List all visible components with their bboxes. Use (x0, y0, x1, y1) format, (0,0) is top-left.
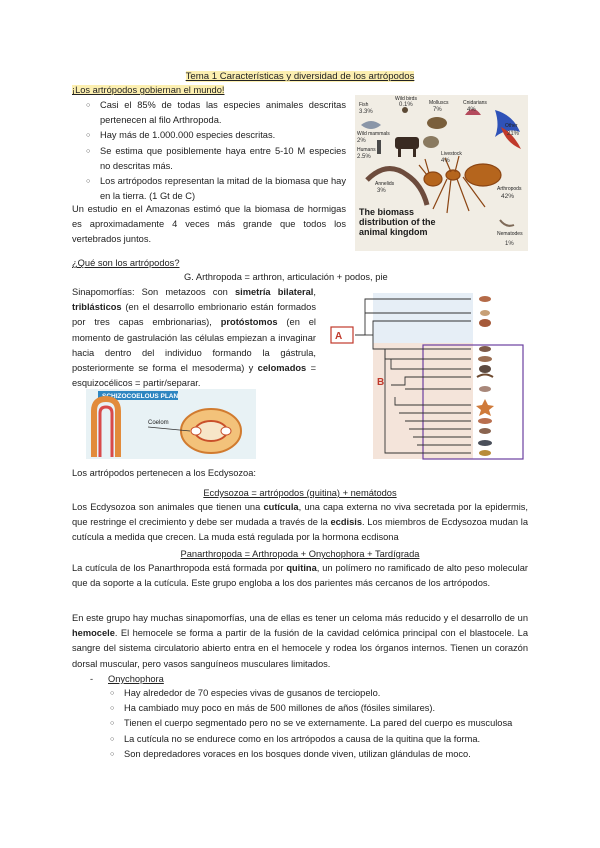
coelom-label: Coelom (148, 420, 169, 426)
label-molluscs: Molluscs (429, 100, 449, 106)
amazon-paragraph: Un estudio en el Amazonas estimó que la biomasa de hormigas es aproximadamente 4 veces más grande que todos los vertebrados juntos. (72, 204, 346, 245)
onychophora-dash: - (90, 674, 94, 684)
human-icon (377, 140, 381, 154)
label-fish: Fish (359, 102, 369, 108)
clade-a-label: A (335, 331, 343, 342)
label-nematodes: Nematodes (497, 231, 523, 237)
clade-b-label: B (377, 377, 385, 388)
section-heading-gobiernan: ¡Los artrópodos gobiernan el mundo! (72, 85, 225, 95)
etymology: G. Arthropoda = arthron, articulación + podos, pie (184, 272, 388, 282)
value-humans: 2.5% (357, 154, 371, 160)
label-humans: Humans (357, 147, 376, 153)
livestock-icon (395, 137, 419, 149)
value-wild-mammals: 2% (357, 138, 366, 144)
value-nematodes: 1% (505, 241, 514, 247)
biomass-illustration (355, 95, 528, 251)
mollusc-icon (427, 117, 447, 129)
list-item: ○ Los artrópodos representan la mitad de la biomasa que hay en la tierra. (1 Gt de C) (86, 174, 346, 204)
list-item: ○ La cutícula no se endurece como en los artrópodos a causa de la quitina que la forma. (110, 732, 528, 747)
figure-caption-line: animal kingdom (359, 227, 428, 237)
biomass-figure (355, 95, 528, 251)
label-cnidarians: Cnidarians (463, 100, 487, 106)
panarthropoda-heading: Panarthropoda = Arthropoda + Onychophora + Tardígrada (180, 549, 420, 559)
label-arthropods: Arthropods (497, 186, 522, 192)
list-item: ○ Se estima que posiblemente haya entre 5-10 M especies no descritas más. (86, 144, 346, 174)
ecdysozoa-intro: Los artrópodos pertenecen a los Ecdysozoa: (72, 468, 256, 478)
section1-bullets (86, 98, 346, 204)
schizocoelous-diagram (86, 389, 256, 459)
value-birds: 0.1% (399, 102, 413, 108)
page-title: Tema 1 Características y diversidad de los artrópodos (185, 71, 415, 82)
value-fish: 3.3% (359, 109, 373, 115)
label-livestock: Livestock (441, 151, 462, 157)
hemocele-paragraph: En este grupo hay muchas sinapomorfías, una de ellas es tener un celoma más reducido y el desarrollo de un hemocele. El hemocele se forma a partir de la fusión de la cavidad celómica principal con el blastocele. La sangre del sistema circulatorio abierto entra en el hemocele y rodea los órganos internos. Tienen un corazón dorsal muscular, pero vasos sanguíneos musculares limitados. (72, 613, 528, 669)
label-annelids: Annelids (375, 181, 395, 187)
label-wild-mammals: Wild mammals (357, 131, 390, 137)
list-item: ○ Tienen el cuerpo segmentado pero no se ve externamente. La pared del cuerpo es musculosa (110, 716, 528, 731)
value-annelids: 3% (377, 188, 386, 194)
figure-caption-line: distribution of the (359, 217, 436, 227)
list-item: ○ Ha cambiado muy poco en más de 500 millones de años (fósiles similares). (110, 701, 528, 716)
label-other: Other (505, 123, 518, 129)
list-item: ○ Son depredadores voraces en los bosques donde viven, utilizan glándulas de moco. (110, 747, 528, 762)
onychophora-bullets (110, 686, 528, 762)
list-item: ○ Hay alrededor de 70 especies vivas de gusanos de terciopelo. (110, 686, 528, 701)
label-birds: Wild birds (395, 96, 417, 102)
tree-shade-top (373, 293, 473, 343)
section-heading-que-son: ¿Qué son los artrópodos? (72, 258, 180, 268)
value-other: 21% (507, 131, 520, 137)
schizo-title: SCHIZOCOELOUS PLAN (102, 393, 179, 400)
ant-icon (419, 156, 501, 213)
sinapomorfias-paragraph: Sinapomorfías: Son metazoos con simetría bilateral, triblásticos (en el desarrollo embrionario están formados por tres capas embrionarias), protóstomos (en el momento de gastrulación las células empiezan a invaginar hacia dentro del individuo formando la gástrula, posteriormente se forma el mesoderma) y celomados = esquizocélicos = partir/separar. (72, 287, 317, 389)
list-item: ○ Hay más de 1.000.000 especies descritas. (86, 128, 346, 143)
list-item: ○ Casi el 85% de todas las especies animales descritas pertenecen al filo Arthropoda. (86, 98, 346, 128)
value-cnidarians: 4% (467, 107, 476, 113)
goat-icon (423, 136, 439, 148)
onychophora-heading: Onychophora (108, 674, 164, 684)
panarthropoda-paragraph: La cutícula de los Panarthropoda está formada por quitina, un polímero no ramificado de alto peso molecular que da soporte a la cutícula. Este grupo engloba a los dos parientes más cercanos de los artrópodos. (72, 563, 528, 589)
value-livestock: 4% (441, 158, 450, 164)
fish-icon (361, 121, 381, 129)
ecdysozoa-heading: Ecdysozoa = artrópodos (quitina) + nemátodos (203, 488, 397, 498)
ecdysozoa-paragraph: Los Ecdysozoa son animales que tienen una cutícula, una capa externa no viva secretada por la epidermis, que restringe el crecimiento y debe ser mudada a través de la ecdisis. Los miembros de Ecdysozoa mudan la cutícula a medida que crecen. La muda está regulada por la hormona ecdisona (72, 502, 528, 543)
phylogeny-figure (325, 285, 525, 463)
value-arthropods: 42% (501, 193, 515, 200)
nematode-icon (500, 220, 514, 226)
figure-caption-line: The biomass (359, 207, 415, 217)
value-molluscs: 7% (433, 107, 442, 113)
